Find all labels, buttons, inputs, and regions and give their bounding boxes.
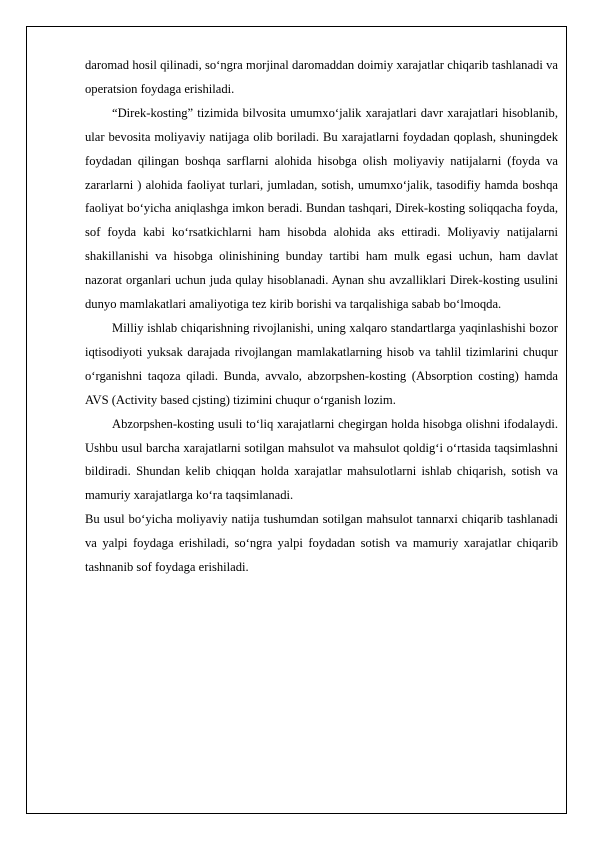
paragraph-3: Milliy ishlab chiqarishning rivojlanishi, uning xalqaro standartlarga yaqinlashishi bozor iqtisodiyoti yuksak darajada rivojlangan mamlakatlarning hisob va tahlil tizimlarini chuqur o‘rganishni taqoza qiladi. Bunda, avvalo, abzorpshen-kosting (Absorption costing) hamda AVS (Activity based cjsting) tizimini chuqur o‘rganish lozim. (85, 320, 558, 407)
paragraph-2: “Direk-kosting” tizimida bilvosita umumxo‘jalik xarajatlari davr xarajatlari hisoblanib, ular bevosita moliyaviy natijaga olib boriladi. Bu xarajatlarni foydadan qoplash, shuningdek foydadan qilingan boshqa sarflarni alohida hisobga olish moliyaviy natijalarni (foyda va zararlarni ) alohida faoliyat turlari, jumladan, sotish, umumxo‘jalik, tasodifiy hamda boshqa faoliyat bo‘yicha aniqlashga imkon beradi. Bundan tashqari, Direk-kosting soliqqacha foyda, sof foyda kabi ko‘rsatkichlarni ham hisobda alohida aks ettiradi. Moliyaviy natijalarni shakillanishi va hisobga olinishining bunday tartibi ham mulk egasi uchun, ham davlat nazorat organlari uchun juda qulay hisoblanadi. Aynan shu avzalliklari Direk-kosting usulini dunyo mamlakatlari amaliyotiga tez kirib borishi va tarqalishiga sabab bo‘lmoqda. (85, 105, 558, 312)
paragraph-1: daromad hosil qilinadi, so‘ngra morjinal daromaddan doimiy xarajatlar chiqarib tashlanadi va operatsion foydaga erishiladi. (85, 58, 558, 96)
document-body (85, 54, 558, 580)
paragraph-4: Abzorpshen-kosting usuli to‘liq xarajatlarni chegirgan holda hisobga olishni ifodalaydi. Ushbu usul barcha xarajatlarni sotilgan mahsulot va mahsulot qoldig‘i o‘rtasida taqsimlashni bildiradi. Shundan kelib chiqqan holda xarajatlar mahsulotlarni ishlab chiqarish, sotish va mamuriy xarajatlarga ko‘ra taqsimlanadi. (85, 416, 558, 503)
paragraph-5: Bu usul bo‘yicha moliyaviy natija tushumdan sotilgan mahsulot tannarxi chiqarib tashlanadi va yalpi foydaga erishiladi, so‘ngra yalpi foydadan sotish va mamuriy xarajatlar chiqarib tashnanib sof foydaga erishiladi. (85, 512, 558, 575)
